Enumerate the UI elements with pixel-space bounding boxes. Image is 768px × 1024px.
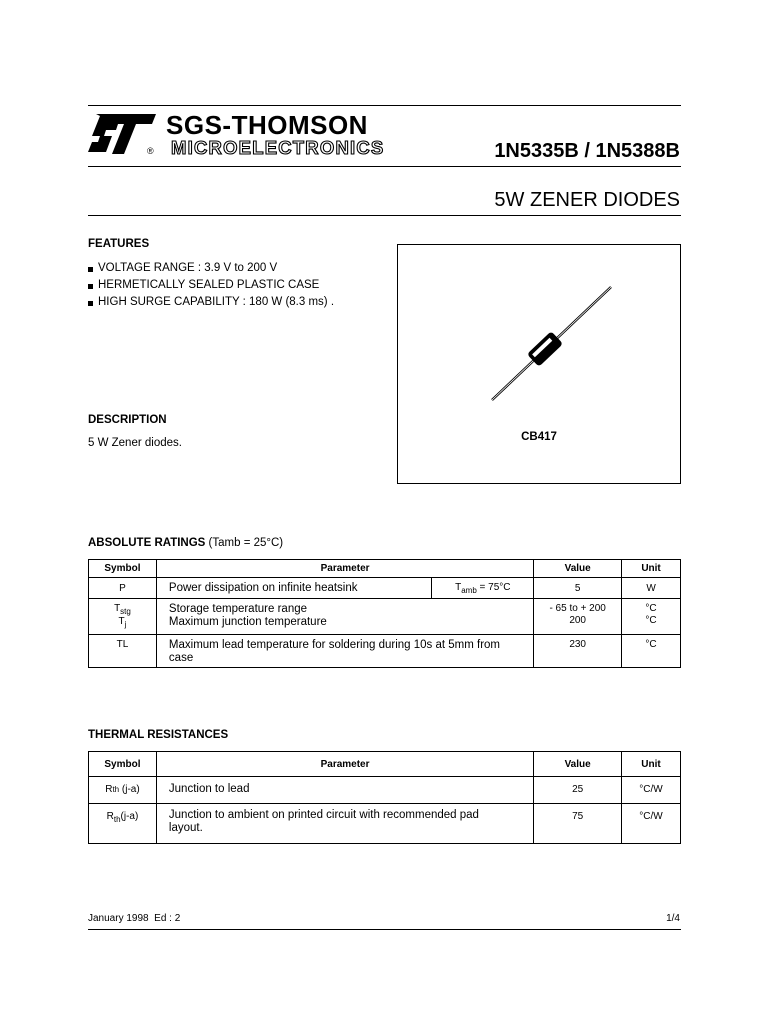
list-item: [88, 277, 334, 294]
symbol-cell: [89, 804, 157, 844]
col-header-value: Value: [534, 752, 622, 777]
col-header-value: Value: [534, 560, 622, 578]
registered-mark: ®: [147, 146, 154, 156]
condition-rest: = 75°C: [476, 581, 511, 593]
symbol-sub: stg: [120, 607, 131, 616]
condition-T: T: [455, 581, 462, 593]
symbol-cell: [89, 777, 157, 804]
thermal-resistances-table: [88, 751, 681, 844]
col-header-unit: Unit: [622, 752, 681, 777]
table-row: [89, 804, 681, 844]
feature-text: HIGH SURGE CAPABILITY : 180 W (8.3 ms) .: [98, 296, 335, 308]
table-header-row: [89, 560, 681, 578]
value-line: - 65 to + 200: [549, 603, 606, 614]
symbol-R: R: [105, 784, 113, 795]
col-header-symbol: Symbol: [89, 560, 157, 578]
footer-date: January 1998 Ed : 2: [88, 913, 181, 924]
unit-cell: [622, 599, 681, 635]
parameter-cell: Junction to lead: [156, 777, 533, 804]
symbol-T: T: [114, 603, 121, 614]
package-label: CB417: [521, 431, 557, 443]
symbol-cell: TL: [89, 635, 157, 668]
table-row: [89, 578, 681, 599]
unit-cell: °C: [622, 635, 681, 668]
symbol-cell: [89, 599, 157, 635]
table-header-row: [89, 752, 681, 777]
col-header-symbol: Symbol: [89, 752, 157, 777]
footer-rule: [88, 929, 681, 930]
list-item: [88, 260, 334, 277]
brand-subtitle: MICROELECTRONICS: [171, 137, 385, 158]
product-subtitle: 5W ZENER DIODES: [494, 189, 680, 211]
brand-name: SGS-THOMSON: [166, 110, 368, 140]
absolute-ratings-title: ABSOLUTE RATINGS: [88, 537, 206, 549]
features-title: FEATURES: [88, 238, 150, 250]
part-numbers: 1N5335B / 1N5388B: [494, 140, 680, 162]
list-item: [88, 294, 334, 311]
symbol-R: R: [106, 811, 114, 822]
col-header-parameter: Parameter: [156, 560, 533, 578]
symbol-T: T: [118, 616, 125, 627]
value-cell: 230: [534, 635, 622, 668]
col-header-unit: Unit: [622, 560, 681, 578]
unit-cell: °C/W: [622, 804, 681, 844]
parameter-cell: Junction to ambient on printed circuit with recommended pad layout.: [156, 804, 533, 844]
parameter-line: Maximum junction temperature: [168, 616, 327, 628]
condition-sub: amb: [461, 585, 477, 595]
unit-cell: W: [622, 578, 681, 599]
header-bottom-rule: [88, 215, 681, 216]
unit-line: °C: [645, 615, 657, 626]
feature-text: HERMETICALLY SEALED PLASTIC CASE: [98, 279, 320, 291]
features-list: [88, 260, 334, 311]
header-middle-rule: [88, 166, 681, 167]
value-cell: 75: [534, 804, 622, 844]
symbol-line: [89, 603, 156, 616]
value-line: 200: [569, 615, 586, 626]
symbol-line: [89, 616, 156, 629]
absolute-ratings-table: [88, 559, 681, 668]
symbol-rest: (j-a): [119, 784, 140, 795]
table-row: [89, 635, 681, 668]
col-header-parameter: Parameter: [156, 752, 533, 777]
symbol-rest: (j-a): [120, 811, 139, 822]
symbol-sub: j: [124, 620, 127, 629]
feature-text: VOLTAGE RANGE : 3.9 V to 200 V: [98, 262, 278, 274]
thermal-resistances-title: THERMAL RESISTANCES: [88, 729, 229, 741]
condition-cell: [432, 578, 534, 599]
parameter-cell: [156, 599, 533, 635]
description-text: 5 W Zener diodes.: [88, 437, 182, 449]
parameter-cell: Maximum lead temperature for soldering during 10s at 5mm from case: [156, 635, 533, 668]
absolute-ratings-condition: (Tamb = 25°C): [208, 537, 284, 549]
value-cell: [534, 599, 622, 635]
symbol-sub: th: [112, 785, 120, 794]
table-row: [89, 599, 681, 635]
page-number: 1/4: [666, 913, 680, 924]
diode-package-icon: [397, 244, 681, 484]
unit-line: °C: [645, 603, 657, 614]
value-cell: 5: [534, 578, 622, 599]
bullet-icon: [88, 267, 93, 272]
symbol-cell: P: [89, 578, 157, 599]
unit-cell: °C/W: [622, 777, 681, 804]
symbol-sub: th: [113, 815, 121, 824]
bullet-icon: [88, 284, 93, 289]
table-row: [89, 777, 681, 804]
header-top-rule: [88, 105, 681, 106]
parameter-line: Storage temperature range: [168, 603, 308, 615]
bullet-icon: [88, 301, 93, 306]
parameter-cell: Power dissipation on infinite heatsink: [156, 578, 432, 599]
description-title: DESCRIPTION: [88, 414, 167, 426]
value-cell: 25: [534, 777, 622, 804]
absolute-ratings-heading: [88, 537, 283, 549]
